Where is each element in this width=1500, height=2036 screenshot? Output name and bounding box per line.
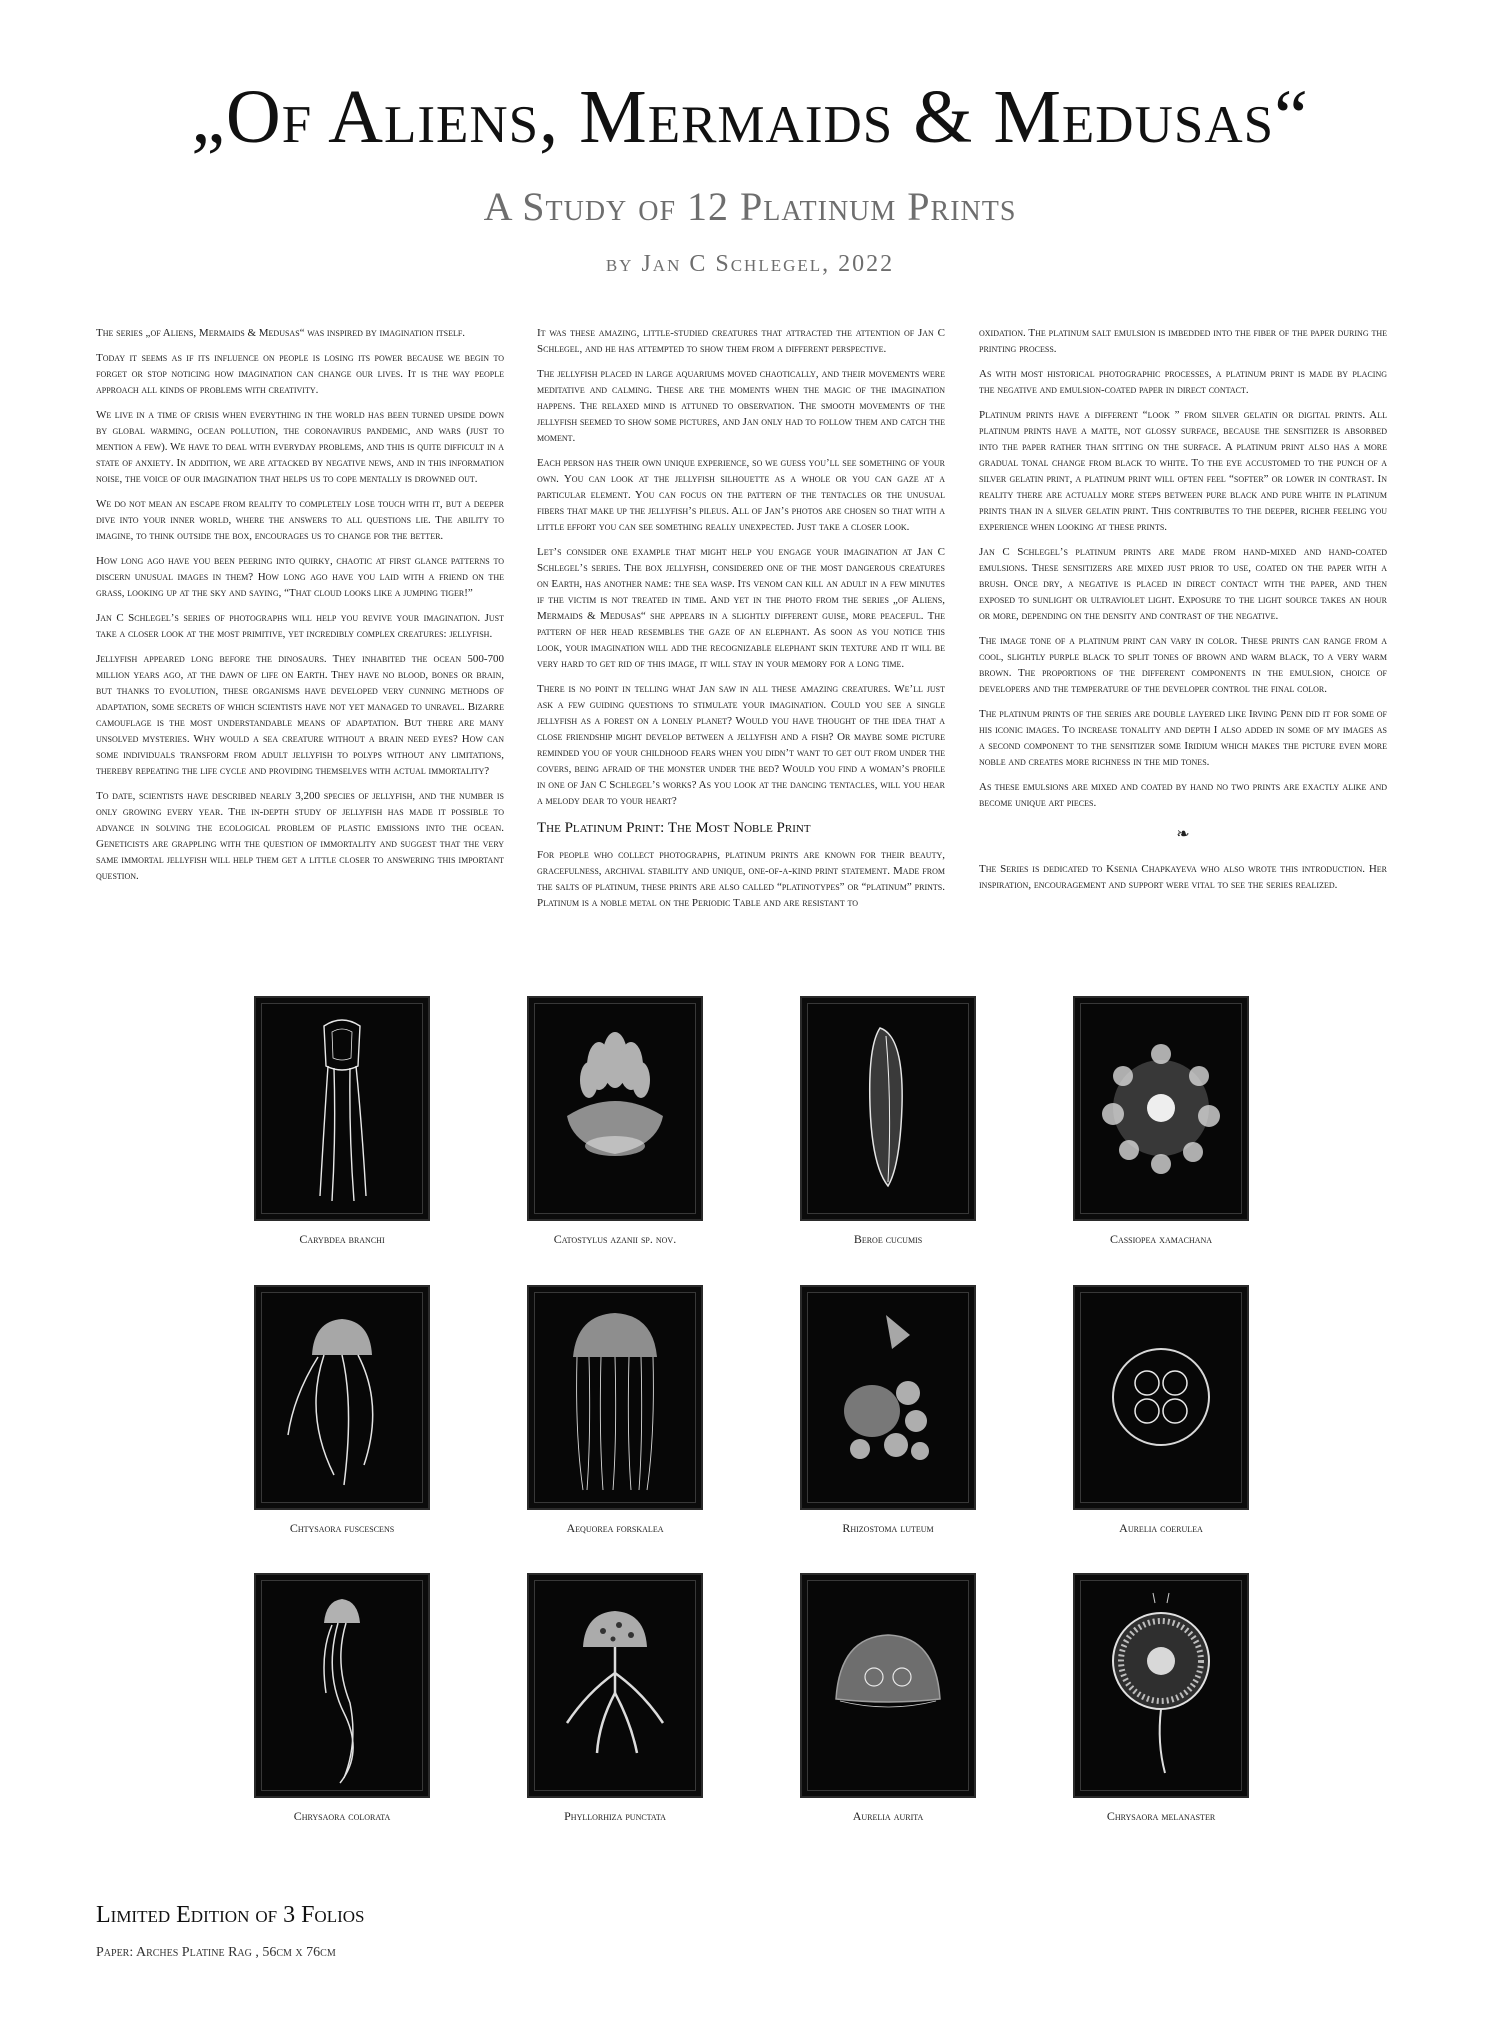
crown-jellyfish-icon	[527, 996, 703, 1221]
print-caption: Chrysaora colorata	[293, 1809, 391, 1823]
paragraph: There is no point in telling what Jan saw in all these amazing creatures. We’ll just ask a few guiding questions to stimulate your imagination. Could you see a single jellyfish as a forest on a lonely planet? Would you have thought of the idea that a close friendship might develop between a jellyfish and a fish? Or maybe some picture reminded you of your childhood fears when you didn’t want to get out from under the covers, being afraid of the monster under the bed? Would you find a woman’s profile in one of Jan C Schlegel’s works? As you look at the dancing tentacles, will you hear a melody dear to your heart?	[537, 683, 945, 807]
text-column-3	[979, 325, 1387, 902]
dedication: The Series is dedicated to Ksenia Chapkayeva who also wrote this introduction. Her inspiration, encouragement and support were vital to see the series realized.	[979, 863, 1387, 891]
paragraph: The series „of Aliens, Mermaids & Medusas“ was inspired by imagination itself.	[96, 327, 466, 339]
print-caption: Aurelia coerulea	[1119, 1521, 1203, 1535]
paragraph: Platinum prints have a different “look ” from silver gelatin or digital prints. All platinum prints have a matte, not glossy surface, because the sensitizer is absorbed into the paper rather than sitting on the surface. A platinum print also has a more gradual tonal change from black to white. To the eye accustomed to the punch of a silver gelatin print, a platinum print will often feel “softer” or lower in contrast. In reality there are actually more steps between pure black and pure white in platinum prints than in a silver gelatin print. This contributes to the deeper, richer feeling you experience when looking at these prints.	[979, 409, 1387, 533]
print-caption: Cassiopea xamachana	[1109, 1232, 1213, 1246]
paragraph: The platinum prints of the series are double layered like Irving Penn did it for some of his iconic images. To increase tonality and depth I also added in some of my images as a second component to the sensitizer some Iridium which makes the picture even more noble and creates more richness in the mid tones.	[979, 708, 1387, 768]
print-caption: Rhizostoma luteum	[842, 1521, 934, 1535]
paragraph: As these emulsions are mixed and coated by hand no two prints are exactly alike and become unique art pieces.	[979, 781, 1387, 809]
barrel-jellyfish-icon	[800, 1285, 976, 1510]
paragraph: The jellyfish placed in large aquariums moved chaotically, and their movements were meditative and calming. These are the moments when the magic of the imagination happens. The relaxed mind is attuned to observation. The smooth movements of the jellyfish seemed to show some pictures, and Jan only had to follow them and catch the moment.	[537, 368, 945, 444]
upside-down-jellyfish-icon	[1073, 996, 1249, 1221]
print-caption: Aurelia aurita	[852, 1809, 924, 1823]
paragraph: It was these amazing, little-studied creatures that attracted the attention of Jan C Schlegel, and he has attempted to show them from a different perspective.	[537, 327, 945, 355]
paragraph: Each person has their own unique experience, so we guess you’ll see something of your own. You can look at the jellyfish silhouette as a whole or you can gaze at a particular element. You can focus on the pattern of the tentacles or the unusual fibers that make up the jellyfish’s pileus. All of Jan’s photos are chosen so that with a little effort you can see something really unexpected. Just take a closer look.	[537, 457, 945, 533]
paragraph: We live in a time of crisis when everything in the world has been turned upside down by global warming, ocean pollution, the coronavirus pandemic, and wars (just to mention a few). We have to deal with everyday problems, and this is quite difficult in a state of anxiety. In addition, we are attacked by negative news, and in this information noise, the voice of our imagination that helps us to cope mentally is drowned out.	[96, 409, 504, 485]
paragraph: oxidation. The platinum salt emulsion is imbedded into the fiber of the paper during the printing process.	[979, 327, 1387, 355]
text-column-2	[537, 325, 945, 920]
print-caption: Phyllorhiza punctata	[564, 1809, 666, 1823]
box-jellyfish-icon	[254, 996, 430, 1221]
print-caption: Beroe cucumis	[853, 1232, 923, 1246]
text-column-1	[96, 325, 504, 893]
crystal-jellyfish-icon	[527, 1285, 703, 1510]
purple-striped-jellyfish-icon	[254, 1573, 430, 1798]
print-caption: Chrysaora melanaster	[1106, 1809, 1216, 1823]
spotted-jellyfish-icon	[527, 1573, 703, 1798]
print-caption: Aequorea forskalea	[566, 1521, 664, 1535]
moon-jellyfish-icon	[800, 1573, 976, 1798]
page-subtitle: A Study of 12 Platinum Prints	[483, 184, 1017, 229]
paragraph: Jellyfish appeared long before the dinosaurs. They inhabited the ocean 500-700 million years ago, at the dawn of life on Earth. They have no blood, bones or brain, but thanks to evolution, these organisms have developed very cunning methods of adaptation, some secrets of which scientists have not yet managed to unravel. Bizarre camouflage is the most understandable means of adaptation. But there are many unsolved mysteries. Why would a sea creature without a brain need eyes? How can some individuals transform from adult jellyfish to polyps without any limitations, thereby repeating the life cycle and providing themselves with actual immortality?	[96, 653, 504, 777]
page-title: „Of Aliens, Mermaids & Medusas“	[191, 75, 1309, 159]
moon-jellyfish-icon	[1073, 1285, 1249, 1510]
print-caption: Carybdea branchi	[299, 1232, 385, 1246]
paragraph: As with most historical photographic processes, a platinum print is made by placing the negative and emulsion-coated paper in direct contact.	[979, 368, 1387, 396]
paragraph: Jan C Schlegel’s platinum prints are made from hand-mixed and hand-coated emulsions. These sensitizers are mixed just prior to use, coated on the paper with a brush. Once dry, a negative is placed in direct contact with the paper, and then exposed to sunlight or ultraviolet light. Exposure to the light source takes an hour or more, depending on the density and contrast of the negative.	[979, 546, 1387, 622]
paragraph: For people who collect photographs, platinum prints are known for their beauty, gracefulness, archival stability and unique, one-of-a-kind print statement. Made from the salts of platinum, these prints are also called “platinotypes” or “platinum” prints. Platinum is a noble metal on the Periodic Table and are resistant to	[537, 849, 945, 909]
paragraph: We do not mean an escape from reality to completely lose touch with it, but a deeper dive into your inner world, where the answers to all questions lie. The ability to imagine, to think outside the box, encourages us to change for the better.	[96, 498, 504, 542]
paragraph: To date, scientists have described nearly 3,200 species of jellyfish, and the number is only growing every year. The in-depth study of jellyfish has made it possible to advance in solving the ecological problem of plastic emissions into the ocean. Geneticists are grappling with the question of immortality and suggest that the very same immortal jellyfish will help them get a little closer to answering this important question.	[96, 790, 505, 882]
paragraph: How long ago have you been peering into quirky, chaotic at first glance patterns to discern unusual images in them? How long ago have you laid with a friend on the grass, looking up at the sky and saying, “That cloud looks like a jumping tiger!”	[96, 555, 504, 599]
comb-jelly-icon	[800, 996, 976, 1221]
northern-sea-nettle-icon	[1073, 1573, 1249, 1798]
section-heading: The Platinum Print: The Most Noble Print	[537, 820, 811, 836]
paragraph: Jan C Schlegel’s series of photographs will help you revive your imagination. Just take a closer look at the most primitive, yet incredibly complex creatures: jellyfish.	[96, 612, 504, 640]
edition-heading: Limited Edition of 3 Folios	[96, 1902, 365, 1928]
byline: by Jan C Schlegel, 2022	[605, 251, 895, 277]
paragraph: The image tone of a platinum print can vary in color. These prints can range from a cool, slightly purple black to split tones of brown and warm black, to a very warm brown. The proportions of the different components in the emulsion, choice of developers and the temperature of the developer control the final color.	[979, 635, 1387, 695]
paper-info: Paper: Arches Platine Rag , 56cm x 76cm	[96, 1945, 336, 1960]
print-caption: Chtysaora fuscescens	[289, 1521, 395, 1535]
paragraph: Today it seems as if its influence on people is losing its power because we begin to forget or stop noticing how imagination can change our lives. It is the way people approach all kinds of problems with creativity.	[96, 352, 504, 396]
sea-nettle-icon	[254, 1285, 430, 1510]
print-caption: Catostylus azanii sp. nov.	[553, 1232, 677, 1246]
paragraph: Let’s consider one example that might help you engage your imagination at Jan C Schlegel’s series. The box jellyfish, considered one of the most dangerous creatures on Earth, has another name: the sea wasp. Its venom can kill an adult in a few minutes if the victim is not treated in time. And yet in the photo from the series „of Aliens, Mermaids & Medusas“ she appears in a slightly different guise, more peaceful. The pattern of her head resembles the gaze of an elephant. As soon as you notice this look, your imagination will add the recognizable elephant skin texture and it will be very hard to get rid of this image, it will stay in your memory for a long time.	[537, 546, 945, 670]
fleuron-ornament-icon: ❧	[1176, 826, 1190, 843]
